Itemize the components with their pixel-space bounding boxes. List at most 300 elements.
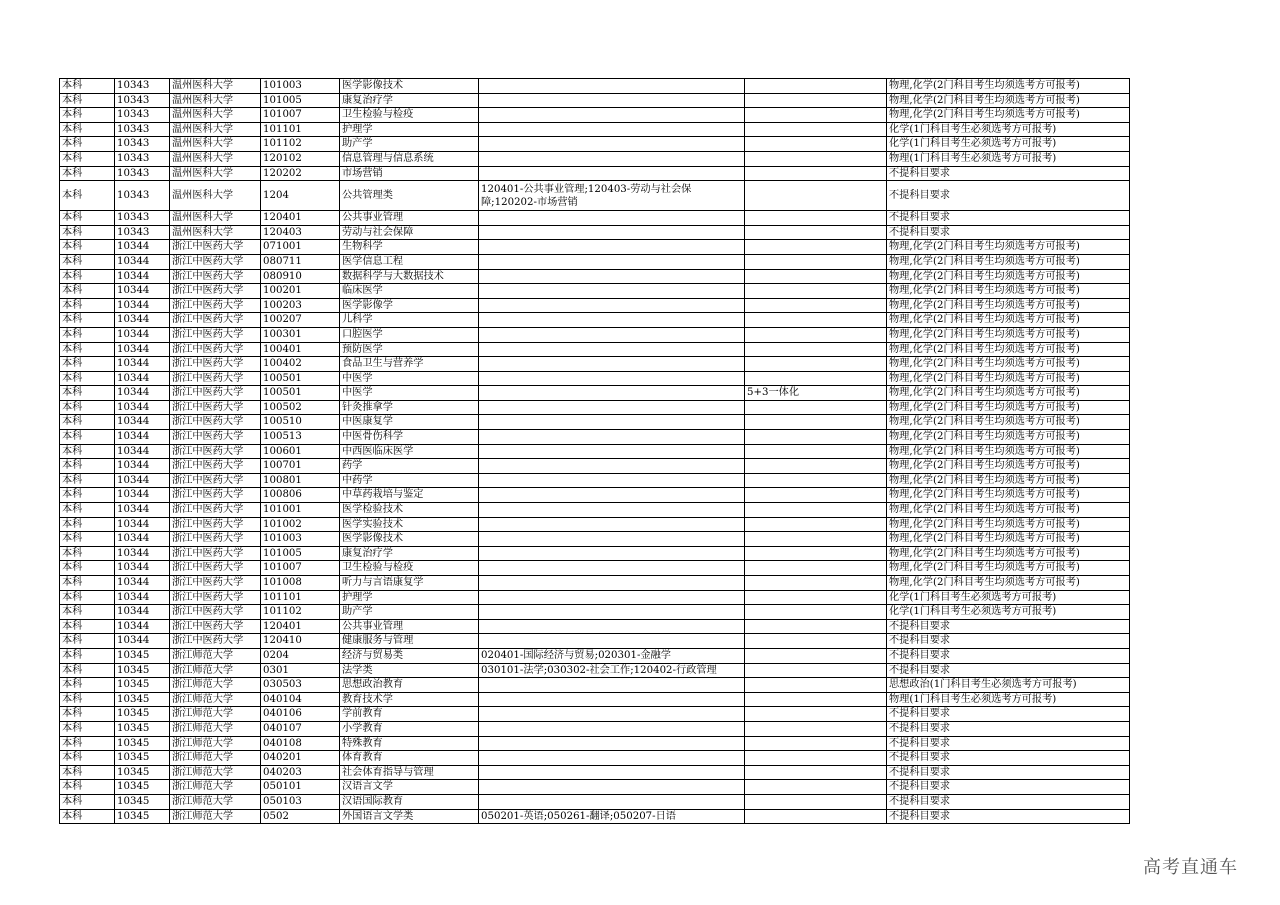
level-cell: 本科 bbox=[60, 721, 115, 736]
major-code-cell: 100201 bbox=[261, 284, 340, 299]
level-cell: 本科 bbox=[60, 327, 115, 342]
subject-requirement-cell: 物理,化学(2门科目考生均须选考方可报考) bbox=[887, 459, 1130, 474]
school-name-cell: 浙江中医药大学 bbox=[170, 269, 261, 284]
table-row bbox=[60, 444, 1130, 459]
subject-requirement-cell: 物理,化学(2门科目考生均须选考方可报考) bbox=[887, 517, 1130, 532]
subject-requirement-cell: 不提科目要求 bbox=[887, 663, 1130, 678]
major-name-cell: 康复治疗学 bbox=[340, 546, 479, 561]
table-row bbox=[60, 459, 1130, 474]
major-code-cell: 040201 bbox=[261, 751, 340, 766]
major-name-cell: 市场营销 bbox=[340, 166, 479, 181]
school-name-cell: 温州医科大学 bbox=[170, 122, 261, 137]
major-requirements-table bbox=[59, 78, 1130, 824]
school-name-cell: 浙江中医药大学 bbox=[170, 342, 261, 357]
level-cell: 本科 bbox=[60, 181, 115, 211]
school-code-cell: 10343 bbox=[115, 108, 170, 123]
table-row bbox=[60, 736, 1130, 751]
school-name-cell: 浙江中医药大学 bbox=[170, 298, 261, 313]
school-name-cell: 浙江中医药大学 bbox=[170, 284, 261, 299]
table-row bbox=[60, 166, 1130, 181]
major-name-cell: 医学信息工程 bbox=[340, 254, 479, 269]
major-name-cell: 医学实验技术 bbox=[340, 517, 479, 532]
included-majors-cell bbox=[479, 517, 745, 532]
major-name-cell: 护理学 bbox=[340, 590, 479, 605]
major-code-cell: 100402 bbox=[261, 357, 340, 372]
remark-cell bbox=[745, 108, 887, 123]
major-name-cell: 口腔医学 bbox=[340, 327, 479, 342]
included-majors-cell bbox=[479, 634, 745, 649]
table-row bbox=[60, 473, 1130, 488]
school-code-cell: 10344 bbox=[115, 298, 170, 313]
school-name-cell: 温州医科大学 bbox=[170, 137, 261, 152]
table-row bbox=[60, 284, 1130, 299]
school-code-cell: 10345 bbox=[115, 663, 170, 678]
major-name-cell: 经济与贸易类 bbox=[340, 648, 479, 663]
school-code-cell: 10344 bbox=[115, 357, 170, 372]
major-code-cell: 101101 bbox=[261, 122, 340, 137]
table-row bbox=[60, 546, 1130, 561]
subject-requirement-cell: 不提科目要求 bbox=[887, 751, 1130, 766]
included-majors-cell bbox=[479, 780, 745, 795]
major-name-cell: 生物科学 bbox=[340, 240, 479, 255]
school-code-cell: 10345 bbox=[115, 794, 170, 809]
subject-requirement-cell: 物理,化学(2门科目考生均须选考方可报考) bbox=[887, 269, 1130, 284]
major-code-cell: 101001 bbox=[261, 503, 340, 518]
school-name-cell: 浙江中医药大学 bbox=[170, 444, 261, 459]
major-code-cell: 101003 bbox=[261, 79, 340, 94]
level-cell: 本科 bbox=[60, 532, 115, 547]
major-code-cell: 100513 bbox=[261, 430, 340, 445]
remark-cell bbox=[745, 809, 887, 824]
included-majors-cell bbox=[479, 590, 745, 605]
major-code-cell: 120102 bbox=[261, 151, 340, 166]
school-name-cell: 浙江中医药大学 bbox=[170, 415, 261, 430]
major-name-cell: 儿科学 bbox=[340, 313, 479, 328]
subject-requirement-cell: 不提科目要求 bbox=[887, 765, 1130, 780]
major-code-cell: 0204 bbox=[261, 648, 340, 663]
school-name-cell: 温州医科大学 bbox=[170, 108, 261, 123]
remark-cell bbox=[745, 357, 887, 372]
school-name-cell: 浙江中医药大学 bbox=[170, 619, 261, 634]
school-code-cell: 10345 bbox=[115, 736, 170, 751]
included-majors-cell: 120401-公共事业管理;120403-劳动与社会保障;120202-市场营销 bbox=[479, 181, 745, 211]
school-code-cell: 10344 bbox=[115, 634, 170, 649]
included-majors-cell bbox=[479, 430, 745, 445]
school-code-cell: 10343 bbox=[115, 122, 170, 137]
subject-requirement-cell: 物理,化学(2门科目考生均须选考方可报考) bbox=[887, 108, 1130, 123]
included-majors-cell bbox=[479, 225, 745, 240]
remark-cell bbox=[745, 678, 887, 693]
level-cell: 本科 bbox=[60, 605, 115, 620]
included-majors-cell bbox=[479, 444, 745, 459]
school-code-cell: 10344 bbox=[115, 313, 170, 328]
subject-requirement-cell: 化学(1门科目考生必须选考方可报考) bbox=[887, 137, 1130, 152]
included-majors-cell bbox=[479, 721, 745, 736]
remark-cell bbox=[745, 211, 887, 226]
level-cell: 本科 bbox=[60, 225, 115, 240]
subject-requirement-cell: 物理,化学(2门科目考生均须选考方可报考) bbox=[887, 284, 1130, 299]
school-code-cell: 10344 bbox=[115, 473, 170, 488]
included-majors-cell bbox=[479, 284, 745, 299]
included-majors-cell bbox=[479, 532, 745, 547]
school-code-cell: 10344 bbox=[115, 386, 170, 401]
major-name-cell: 特殊教育 bbox=[340, 736, 479, 751]
table-row bbox=[60, 517, 1130, 532]
school-code-cell: 10343 bbox=[115, 137, 170, 152]
school-code-cell: 10345 bbox=[115, 765, 170, 780]
included-majors-cell bbox=[479, 605, 745, 620]
level-cell: 本科 bbox=[60, 561, 115, 576]
school-name-cell: 温州医科大学 bbox=[170, 166, 261, 181]
school-code-cell: 10345 bbox=[115, 780, 170, 795]
table-row bbox=[60, 386, 1130, 401]
remark-cell bbox=[745, 459, 887, 474]
major-name-cell: 公共事业管理 bbox=[340, 211, 479, 226]
table-row bbox=[60, 371, 1130, 386]
school-name-cell: 浙江师范大学 bbox=[170, 765, 261, 780]
major-code-cell: 120401 bbox=[261, 619, 340, 634]
school-code-cell: 10344 bbox=[115, 327, 170, 342]
table-row bbox=[60, 590, 1130, 605]
school-code-cell: 10345 bbox=[115, 678, 170, 693]
major-code-cell: 0301 bbox=[261, 663, 340, 678]
remark-cell bbox=[745, 313, 887, 328]
major-name-cell: 体育教育 bbox=[340, 751, 479, 766]
level-cell: 本科 bbox=[60, 809, 115, 824]
remark-cell bbox=[745, 122, 887, 137]
school-name-cell: 浙江中医药大学 bbox=[170, 327, 261, 342]
level-cell: 本科 bbox=[60, 488, 115, 503]
included-majors-cell bbox=[479, 794, 745, 809]
level-cell: 本科 bbox=[60, 298, 115, 313]
major-code-cell: 100801 bbox=[261, 473, 340, 488]
major-code-cell: 100207 bbox=[261, 313, 340, 328]
level-cell: 本科 bbox=[60, 517, 115, 532]
table-row bbox=[60, 503, 1130, 518]
remark-cell bbox=[745, 751, 887, 766]
level-cell: 本科 bbox=[60, 122, 115, 137]
level-cell: 本科 bbox=[60, 79, 115, 94]
subject-requirement-cell: 物理(1门科目考生必须选考方可报考) bbox=[887, 151, 1130, 166]
level-cell: 本科 bbox=[60, 108, 115, 123]
major-code-cell: 040106 bbox=[261, 707, 340, 722]
major-code-cell: 050101 bbox=[261, 780, 340, 795]
level-cell: 本科 bbox=[60, 137, 115, 152]
major-code-cell: 100701 bbox=[261, 459, 340, 474]
school-name-cell: 浙江中医药大学 bbox=[170, 254, 261, 269]
major-name-cell: 护理学 bbox=[340, 122, 479, 137]
remark-cell bbox=[745, 181, 887, 211]
school-code-cell: 10344 bbox=[115, 459, 170, 474]
major-name-cell: 信息管理与信息系统 bbox=[340, 151, 479, 166]
school-name-cell: 温州医科大学 bbox=[170, 225, 261, 240]
subject-requirement-cell: 物理,化学(2门科目考生均须选考方可报考) bbox=[887, 240, 1130, 255]
subject-requirement-cell: 化学(1门科目考生必须选考方可报考) bbox=[887, 605, 1130, 620]
table-row bbox=[60, 342, 1130, 357]
major-name-cell: 中医学 bbox=[340, 386, 479, 401]
school-name-cell: 浙江中医药大学 bbox=[170, 488, 261, 503]
school-code-cell: 10345 bbox=[115, 648, 170, 663]
school-name-cell: 浙江中医药大学 bbox=[170, 400, 261, 415]
major-code-cell: 100501 bbox=[261, 371, 340, 386]
table-row bbox=[60, 108, 1130, 123]
major-name-cell: 助产学 bbox=[340, 605, 479, 620]
level-cell: 本科 bbox=[60, 634, 115, 649]
remark-cell bbox=[745, 488, 887, 503]
included-majors-cell bbox=[479, 707, 745, 722]
school-name-cell: 浙江中医药大学 bbox=[170, 605, 261, 620]
major-name-cell: 临床医学 bbox=[340, 284, 479, 299]
major-name-cell: 医学影像学 bbox=[340, 298, 479, 313]
school-code-cell: 10343 bbox=[115, 181, 170, 211]
level-cell: 本科 bbox=[60, 269, 115, 284]
major-name-cell: 法学类 bbox=[340, 663, 479, 678]
major-code-cell: 120410 bbox=[261, 634, 340, 649]
level-cell: 本科 bbox=[60, 678, 115, 693]
level-cell: 本科 bbox=[60, 166, 115, 181]
school-name-cell: 浙江中医药大学 bbox=[170, 576, 261, 591]
major-code-cell: 120401 bbox=[261, 211, 340, 226]
level-cell: 本科 bbox=[60, 240, 115, 255]
subject-requirement-cell: 不提科目要求 bbox=[887, 166, 1130, 181]
remark-cell bbox=[745, 415, 887, 430]
remark-cell bbox=[745, 576, 887, 591]
major-code-cell: 100501 bbox=[261, 386, 340, 401]
subject-requirement-cell: 不提科目要求 bbox=[887, 225, 1130, 240]
school-code-cell: 10343 bbox=[115, 166, 170, 181]
subject-requirement-cell: 物理,化学(2门科目考生均须选考方可报考) bbox=[887, 415, 1130, 430]
level-cell: 本科 bbox=[60, 473, 115, 488]
major-code-cell: 050103 bbox=[261, 794, 340, 809]
level-cell: 本科 bbox=[60, 576, 115, 591]
school-name-cell: 浙江师范大学 bbox=[170, 780, 261, 795]
table-row bbox=[60, 663, 1130, 678]
level-cell: 本科 bbox=[60, 151, 115, 166]
major-code-cell: 071001 bbox=[261, 240, 340, 255]
subject-requirement-cell: 思想政治(1门科目考生必须选考方可报考) bbox=[887, 678, 1130, 693]
subject-requirement-cell: 物理,化学(2门科目考生均须选考方可报考) bbox=[887, 561, 1130, 576]
level-cell: 本科 bbox=[60, 663, 115, 678]
included-majors-cell bbox=[479, 298, 745, 313]
subject-requirement-cell: 物理,化学(2门科目考生均须选考方可报考) bbox=[887, 473, 1130, 488]
included-majors-cell bbox=[479, 342, 745, 357]
included-majors-cell bbox=[479, 692, 745, 707]
level-cell: 本科 bbox=[60, 430, 115, 445]
table-row bbox=[60, 211, 1130, 226]
school-name-cell: 浙江师范大学 bbox=[170, 692, 261, 707]
school-code-cell: 10344 bbox=[115, 590, 170, 605]
subject-requirement-cell: 物理,化学(2门科目考生均须选考方可报考) bbox=[887, 93, 1130, 108]
school-code-cell: 10344 bbox=[115, 576, 170, 591]
major-name-cell: 医学影像技术 bbox=[340, 79, 479, 94]
table-row bbox=[60, 137, 1130, 152]
subject-requirement-cell: 化学(1门科目考生必须选考方可报考) bbox=[887, 122, 1130, 137]
included-majors-cell bbox=[479, 269, 745, 284]
level-cell: 本科 bbox=[60, 284, 115, 299]
major-code-cell: 101005 bbox=[261, 93, 340, 108]
school-code-cell: 10344 bbox=[115, 444, 170, 459]
table-row bbox=[60, 488, 1130, 503]
remark-cell bbox=[745, 79, 887, 94]
table-row bbox=[60, 619, 1130, 634]
table-row bbox=[60, 576, 1130, 591]
included-majors-cell: 050201-英语;050261-翻译;050207-日语 bbox=[479, 809, 745, 824]
included-majors-cell bbox=[479, 151, 745, 166]
major-name-cell: 中西医临床医学 bbox=[340, 444, 479, 459]
data-sheet bbox=[59, 78, 1130, 824]
remark-cell bbox=[745, 444, 887, 459]
major-code-cell: 0502 bbox=[261, 809, 340, 824]
school-name-cell: 浙江中医药大学 bbox=[170, 371, 261, 386]
school-code-cell: 10343 bbox=[115, 79, 170, 94]
major-name-cell: 社会体育指导与管理 bbox=[340, 765, 479, 780]
remark-cell bbox=[745, 327, 887, 342]
remark-cell bbox=[745, 269, 887, 284]
school-code-cell: 10345 bbox=[115, 707, 170, 722]
major-code-cell: 101002 bbox=[261, 517, 340, 532]
included-majors-cell bbox=[479, 254, 745, 269]
remark-cell bbox=[745, 137, 887, 152]
remark-cell bbox=[745, 240, 887, 255]
included-majors-cell bbox=[479, 459, 745, 474]
remark-cell bbox=[745, 503, 887, 518]
school-name-cell: 浙江中医药大学 bbox=[170, 517, 261, 532]
table-row bbox=[60, 692, 1130, 707]
school-name-cell: 浙江师范大学 bbox=[170, 736, 261, 751]
major-name-cell: 汉语言文学 bbox=[340, 780, 479, 795]
major-name-cell: 听力与言语康复学 bbox=[340, 576, 479, 591]
subject-requirement-cell: 不提科目要求 bbox=[887, 707, 1130, 722]
school-code-cell: 10344 bbox=[115, 371, 170, 386]
table-row bbox=[60, 648, 1130, 663]
school-name-cell: 浙江师范大学 bbox=[170, 648, 261, 663]
major-code-cell: 101003 bbox=[261, 532, 340, 547]
school-name-cell: 浙江中医药大学 bbox=[170, 357, 261, 372]
remark-cell bbox=[745, 93, 887, 108]
level-cell: 本科 bbox=[60, 794, 115, 809]
table-row bbox=[60, 634, 1130, 649]
school-name-cell: 浙江中医药大学 bbox=[170, 459, 261, 474]
subject-requirement-cell: 不提科目要求 bbox=[887, 736, 1130, 751]
school-name-cell: 浙江中医药大学 bbox=[170, 590, 261, 605]
major-code-cell: 030503 bbox=[261, 678, 340, 693]
table-row bbox=[60, 269, 1130, 284]
major-name-cell: 卫生检验与检疫 bbox=[340, 108, 479, 123]
major-code-cell: 040203 bbox=[261, 765, 340, 780]
remark-cell bbox=[745, 371, 887, 386]
school-code-cell: 10344 bbox=[115, 546, 170, 561]
major-name-cell: 医学影像技术 bbox=[340, 532, 479, 547]
remark-cell bbox=[745, 605, 887, 620]
subject-requirement-cell: 不提科目要求 bbox=[887, 619, 1130, 634]
remark-cell bbox=[745, 707, 887, 722]
major-code-cell: 120202 bbox=[261, 166, 340, 181]
included-majors-cell: 030101-法学;030302-社会工作;120402-行政管理 bbox=[479, 663, 745, 678]
level-cell: 本科 bbox=[60, 386, 115, 401]
subject-requirement-cell: 物理,化学(2门科目考生均须选考方可报考) bbox=[887, 386, 1130, 401]
level-cell: 本科 bbox=[60, 313, 115, 328]
level-cell: 本科 bbox=[60, 415, 115, 430]
major-name-cell: 学前教育 bbox=[340, 707, 479, 722]
school-code-cell: 10343 bbox=[115, 93, 170, 108]
included-majors-cell bbox=[479, 79, 745, 94]
table-row bbox=[60, 151, 1130, 166]
major-name-cell: 思想政治教育 bbox=[340, 678, 479, 693]
level-cell: 本科 bbox=[60, 211, 115, 226]
remark-cell bbox=[745, 151, 887, 166]
subject-requirement-cell: 不提科目要求 bbox=[887, 181, 1130, 211]
school-code-cell: 10344 bbox=[115, 269, 170, 284]
table-row bbox=[60, 327, 1130, 342]
subject-requirement-cell: 物理(1门科目考生必须选考方可报考) bbox=[887, 692, 1130, 707]
major-name-cell: 公共事业管理 bbox=[340, 619, 479, 634]
school-name-cell: 温州医科大学 bbox=[170, 151, 261, 166]
major-code-cell: 040104 bbox=[261, 692, 340, 707]
subject-requirement-cell: 物理,化学(2门科目考生均须选考方可报考) bbox=[887, 430, 1130, 445]
remark-cell bbox=[745, 590, 887, 605]
major-code-cell: 101008 bbox=[261, 576, 340, 591]
major-name-cell: 中医骨伤科学 bbox=[340, 430, 479, 445]
school-name-cell: 温州医科大学 bbox=[170, 79, 261, 94]
school-name-cell: 浙江师范大学 bbox=[170, 707, 261, 722]
school-code-cell: 10344 bbox=[115, 561, 170, 576]
level-cell: 本科 bbox=[60, 400, 115, 415]
school-name-cell: 浙江中医药大学 bbox=[170, 473, 261, 488]
table-row bbox=[60, 780, 1130, 795]
included-majors-cell bbox=[479, 327, 745, 342]
table-row bbox=[60, 721, 1130, 736]
subject-requirement-cell: 物理,化学(2门科目考生均须选考方可报考) bbox=[887, 79, 1130, 94]
major-code-cell: 101007 bbox=[261, 561, 340, 576]
major-code-cell: 1204 bbox=[261, 181, 340, 211]
included-majors-cell bbox=[479, 678, 745, 693]
subject-requirement-cell: 物理,化学(2门科目考生均须选考方可报考) bbox=[887, 298, 1130, 313]
major-name-cell: 劳动与社会保障 bbox=[340, 225, 479, 240]
table-row bbox=[60, 430, 1130, 445]
remark-cell bbox=[745, 765, 887, 780]
school-code-cell: 10344 bbox=[115, 254, 170, 269]
major-code-cell: 101101 bbox=[261, 590, 340, 605]
included-majors-cell bbox=[479, 122, 745, 137]
level-cell: 本科 bbox=[60, 503, 115, 518]
major-code-cell: 100601 bbox=[261, 444, 340, 459]
major-name-cell: 公共管理类 bbox=[340, 181, 479, 211]
major-code-cell: 100203 bbox=[261, 298, 340, 313]
included-majors-cell bbox=[479, 357, 745, 372]
included-majors-cell bbox=[479, 765, 745, 780]
included-majors-cell bbox=[479, 166, 745, 181]
subject-requirement-cell: 物理,化学(2门科目考生均须选考方可报考) bbox=[887, 327, 1130, 342]
table-row bbox=[60, 122, 1130, 137]
major-code-cell: 100806 bbox=[261, 488, 340, 503]
included-majors-cell bbox=[479, 619, 745, 634]
major-name-cell: 食品卫生与营养学 bbox=[340, 357, 479, 372]
included-majors-cell bbox=[479, 211, 745, 226]
subject-requirement-cell: 不提科目要求 bbox=[887, 794, 1130, 809]
table-row bbox=[60, 532, 1130, 547]
remark-cell bbox=[745, 342, 887, 357]
subject-requirement-cell: 物理,化学(2门科目考生均须选考方可报考) bbox=[887, 371, 1130, 386]
major-name-cell: 预防医学 bbox=[340, 342, 479, 357]
subject-requirement-cell: 物理,化学(2门科目考生均须选考方可报考) bbox=[887, 400, 1130, 415]
school-name-cell: 浙江师范大学 bbox=[170, 663, 261, 678]
watermark: 高考直通车 bbox=[1143, 857, 1238, 878]
school-name-cell: 温州医科大学 bbox=[170, 181, 261, 211]
remark-cell bbox=[745, 663, 887, 678]
school-name-cell: 浙江师范大学 bbox=[170, 794, 261, 809]
level-cell: 本科 bbox=[60, 619, 115, 634]
major-code-cell: 120403 bbox=[261, 225, 340, 240]
